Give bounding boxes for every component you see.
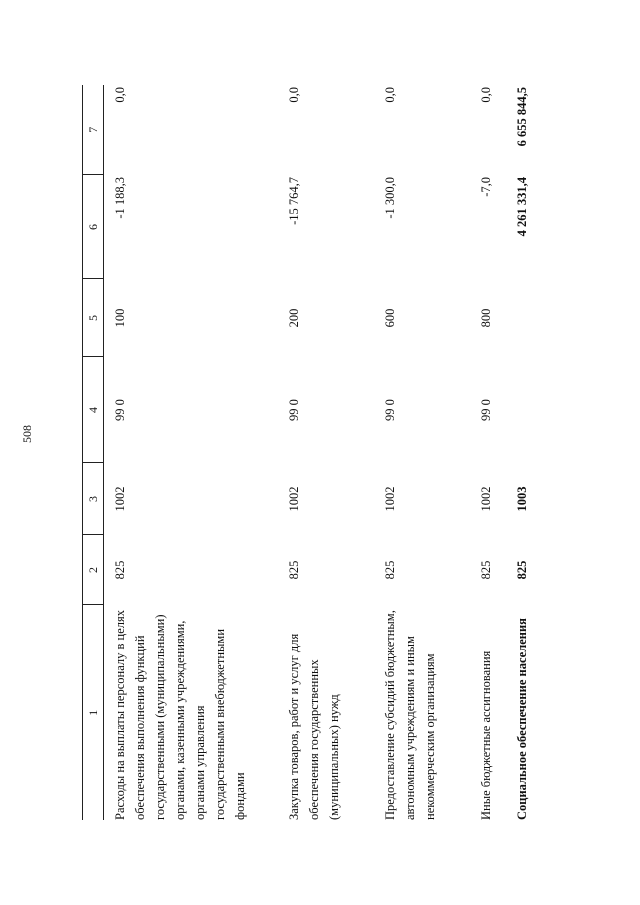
cell-c5: 600 <box>383 308 397 328</box>
cell-c2: 825 <box>113 560 127 580</box>
row-name: Иные бюджетные ассигнования <box>479 650 493 820</box>
header-row <box>83 85 104 820</box>
cell-c4 <box>506 357 566 463</box>
cell-c7: 6 655 844,5 <box>515 87 529 147</box>
row-name: Закупка товаров, работ и услуг для обеспечения государственных (муниципальных) нужд <box>287 633 341 820</box>
cell-c4: 99 0 <box>287 399 301 421</box>
cell-c2: 825 <box>383 560 397 580</box>
cell-c2: 825 <box>515 560 529 580</box>
cell-c6: -1 300,0 <box>383 177 397 219</box>
table-row <box>470 85 506 820</box>
cell-c7: 0,0 <box>479 87 493 103</box>
header-col-6: 6 <box>83 175 104 279</box>
cell-c2: 825 <box>479 560 493 580</box>
table-row <box>506 85 566 820</box>
cell-c3: 1002 <box>113 486 127 512</box>
cell-c3: 1003 <box>515 486 529 512</box>
table-row <box>374 85 470 820</box>
header-col-7: 7 <box>83 85 104 175</box>
cell-c5 <box>506 279 566 357</box>
rotated-table-wrapper <box>82 85 532 820</box>
cell-c5: 100 <box>113 308 127 328</box>
table-row <box>278 85 374 820</box>
cell-c3: 1002 <box>383 486 397 512</box>
budget-table <box>82 85 566 820</box>
cell-c3: 1002 <box>479 486 493 512</box>
cell-c4: 99 0 <box>479 399 493 421</box>
cell-c4: 99 0 <box>113 399 127 421</box>
cell-c7: 0,0 <box>113 87 127 103</box>
header-col-3: 3 <box>83 463 104 535</box>
header-col-4: 4 <box>83 357 104 463</box>
cell-c7: 0,0 <box>287 87 301 103</box>
table-row <box>104 85 279 820</box>
cell-c7: 0,0 <box>383 87 397 103</box>
cell-c6: -7,0 <box>479 177 493 197</box>
row-name: Расходы на выплаты персоналу в целях обеспечения выполнения функций государственными (муниципальными) органами, казенными учреждениями, органами управления государственными внебюджетными фондами <box>113 610 247 820</box>
page-number: 508 <box>20 425 34 443</box>
cell-c5: 200 <box>287 308 301 328</box>
cell-c6: -15 764,7 <box>287 177 301 225</box>
cell-c2: 825 <box>287 560 301 580</box>
cell-c6: -1 188,3 <box>113 177 127 219</box>
cell-c4: 99 0 <box>383 399 397 421</box>
cell-c3: 1002 <box>287 486 301 512</box>
row-name: Социальное обеспечение населения <box>515 618 529 820</box>
cell-c5: 800 <box>479 308 493 328</box>
header-col-5: 5 <box>83 279 104 357</box>
row-name: Предоставление субсидий бюджетным, автономным учреждениям и иным некоммерческим организациям <box>383 610 437 820</box>
cell-c6: 4 261 331,4 <box>515 177 529 237</box>
header-col-1: 1 <box>83 605 104 820</box>
header-col-2: 2 <box>83 535 104 605</box>
